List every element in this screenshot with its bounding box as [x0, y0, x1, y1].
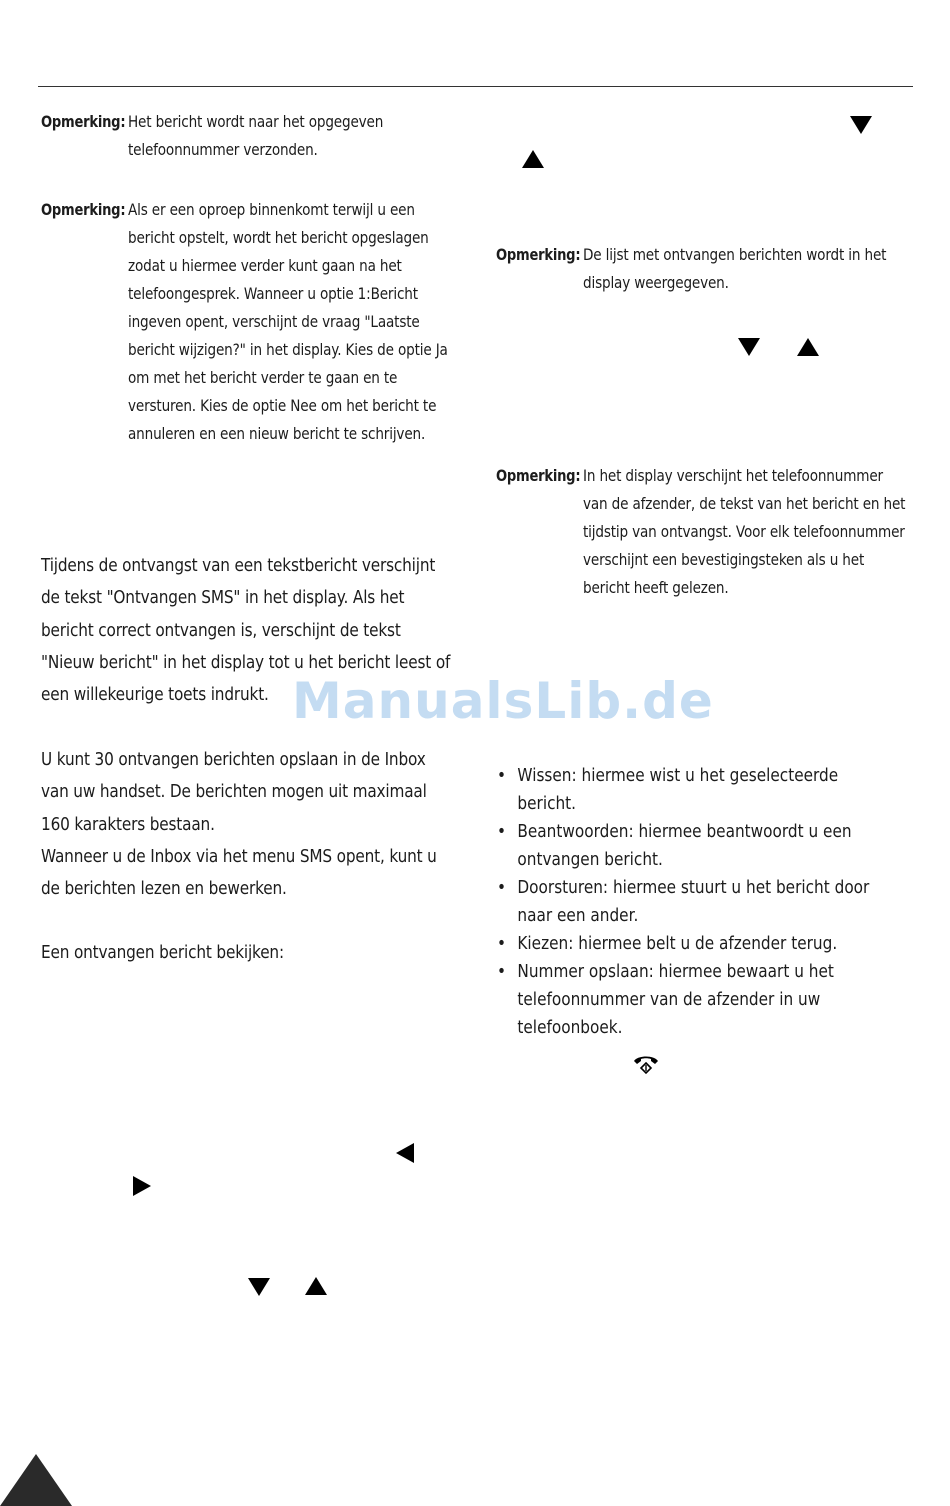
view-message-heading: Een ontvangen bericht bekijken: [41, 942, 284, 963]
list-item: • Nummer opslaan: hiermee bewaart u het telefoonnummer van de afzender in uw telefoonboek. [497, 958, 897, 1042]
page-corner-marker [0, 1454, 72, 1506]
note-label: Opmerking: [496, 466, 581, 485]
note-label: Opmerking: [496, 245, 581, 264]
up-arrow-key-icon [522, 150, 544, 168]
left-arrow-key-icon [396, 1143, 414, 1163]
note-text: De lijst met ontvangen berichten wordt in het display weergegeven. [583, 245, 887, 292]
inbox-menu-paragraph: Wanneer u de Inbox via het menu SMS opent, kunt u de berichten lezen en bewerken. [41, 846, 437, 900]
header-rule [38, 86, 913, 87]
receive-paragraph: Tijdens de ontvangst van een tekstbericht verschijnt de tekst "Ontvangen SMS" in het display. Als het bericht correct ontvangen is, verschijnt de tekst "Nieuw bericht" in het display tot u het bericht leest of een willekeurige toets indrukt. [41, 555, 451, 706]
list-item: • Kiezen: hiermee belt u de afzender terug. [497, 930, 897, 958]
list-item: • Wissen: hiermee wist u het geselecteerde bericht. [497, 762, 897, 818]
right-arrow-key-icon [133, 1176, 151, 1196]
note-text: Het bericht wordt naar het opgegeven telefoonnummer verzonden. [128, 112, 384, 159]
up-arrow-key-icon [305, 1277, 327, 1295]
down-arrow-key-icon [738, 338, 760, 356]
down-arrow-key-icon [850, 116, 872, 134]
note-text: Als er een oproep binnenkomt terwijl u een bericht opstelt, wordt het bericht opgeslagen zodat u hiermee verder kunt gaan na het telefoongesprek. Wanneer u optie 1:Bericht ingeven opent, verschijnt de vraag "Laatste bericht wijzigen?" in het display. Kies de optie Ja om met het bericht verder te gaan en te versturen. Kies de optie Nee om het bericht te annuleren en een nieuw bericht te schrijven. [128, 200, 448, 443]
list-item: • Doorsturen: hiermee stuurt u het bericht door naar een ander. [497, 874, 897, 930]
inbox-capacity-paragraph: U kunt 30 ontvangen berichten opslaan in de Inbox van uw handset. De berichten mogen uit maximaal 160 karakters bestaan. [41, 749, 427, 835]
end-call-key-icon [632, 1052, 660, 1076]
note-label: Opmerking: [41, 112, 126, 131]
list-item: • Beantwoorden: hiermee beantwoordt u een ontvangen bericht. [497, 818, 897, 874]
watermark: ManualsLib.de [292, 672, 714, 730]
note-label: Opmerking: [41, 200, 126, 219]
up-arrow-key-icon [797, 338, 819, 356]
options-list [497, 762, 897, 1042]
note-text: In het display verschijnt het telefoonnummer van de afzender, de tekst van het bericht en het tijdstip van ontvangst. Voor elk telefoonnummer verschijnt een bevestigingsteken als u het bericht heeft gelezen. [583, 466, 906, 597]
down-arrow-key-icon [248, 1278, 270, 1296]
